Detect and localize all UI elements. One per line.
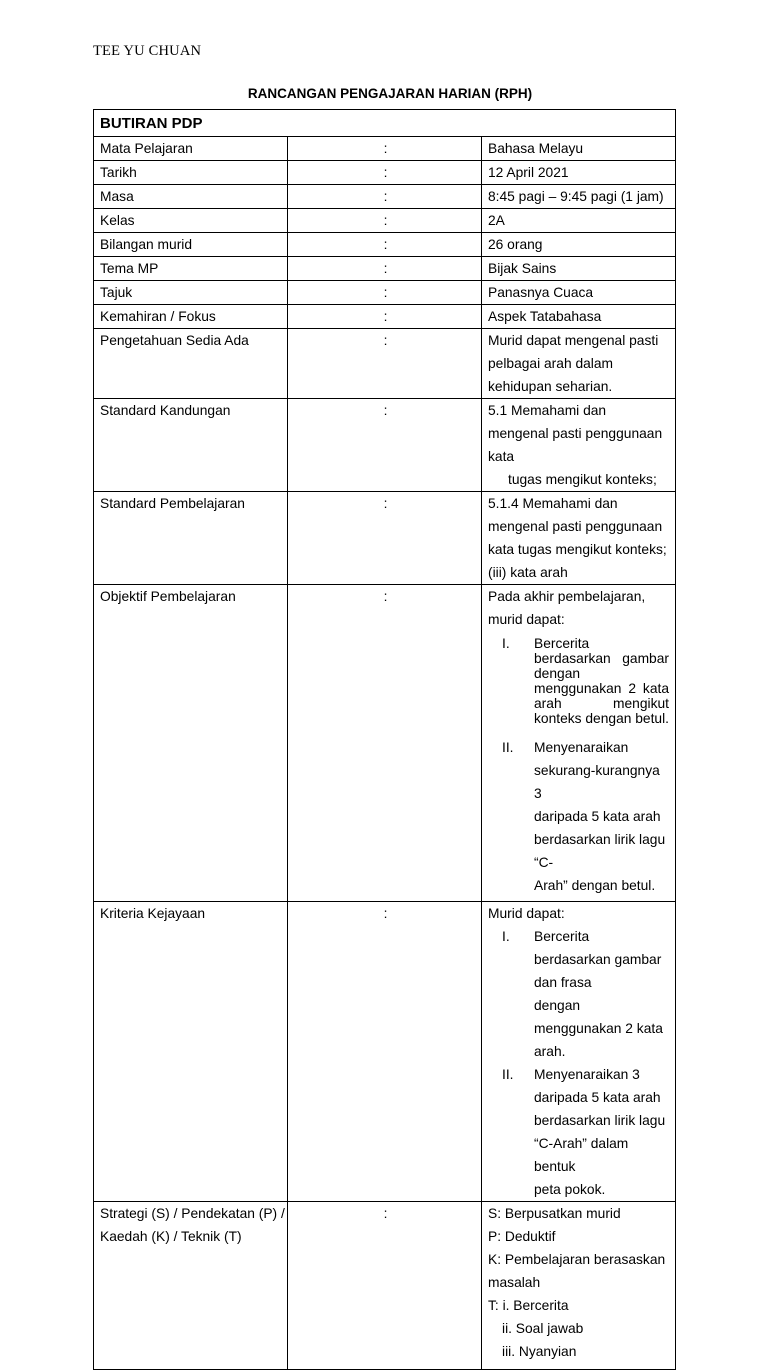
row-value: 2A: [482, 209, 676, 233]
rph-table: [93, 109, 676, 1370]
row-label: Standard Kandungan: [94, 399, 288, 492]
section-header: BUTIRAN PDP: [94, 110, 676, 137]
document-title: RANCANGAN PENGAJARAN HARIAN (RPH): [247, 86, 533, 101]
list-item: [502, 632, 669, 726]
list-text: dengan menggunakan 2 kata arah.: [534, 998, 663, 1059]
row-value: [482, 399, 676, 492]
row-label: Tema MP: [94, 257, 288, 281]
method-line: K: Pembelajaran berasaskan masalah: [488, 1252, 666, 1290]
list-text: Arah” dengan betul.: [534, 878, 656, 893]
row-value: [482, 1202, 676, 1370]
technique-line: T: i. Bercerita: [488, 1298, 569, 1313]
list-intro: Murid dapat:: [488, 906, 565, 921]
table-row: [94, 281, 676, 305]
table-row: [94, 233, 676, 257]
value-line: 5.1 Memahami dan mengenal pasti penggunaan kata: [488, 403, 663, 464]
label-line: Strategi (S) / Pendekatan (P) /: [100, 1206, 285, 1221]
list-text: daripada 5 kata arah berdasarkan lirik lagu “C-: [534, 809, 666, 870]
row-value: 12 April 2021: [482, 161, 676, 185]
colon: :: [288, 161, 482, 185]
row-label: Bilangan murid: [94, 233, 288, 257]
table-row: [94, 902, 676, 1202]
row-label: Kriteria Kejayaan: [94, 902, 288, 1202]
row-label: Kemahiran / Fokus: [94, 305, 288, 329]
value-line: tugas mengikut konteks;: [508, 472, 657, 487]
row-value: Bahasa Melayu: [482, 137, 676, 161]
colon: :: [288, 329, 482, 399]
list-number: II.: [502, 740, 514, 755]
table-row: [94, 1202, 676, 1370]
row-value: [482, 902, 676, 1202]
colon: :: [288, 233, 482, 257]
row-label: Pengetahuan Sedia Ada: [94, 329, 288, 399]
list-item: [502, 925, 669, 1063]
row-label: Tarikh: [94, 161, 288, 185]
author-name: TEE YU CHUAN: [93, 43, 202, 59]
colon: :: [288, 209, 482, 233]
list-text: berdasarkan lirik lagu “C-Arah” dalam bentuk: [534, 1113, 666, 1174]
list-text: Menyenaraikan 3 daripada 5 kata arah: [534, 1067, 661, 1105]
list-number: I.: [502, 929, 510, 944]
colon: :: [288, 585, 482, 902]
row-value: [482, 585, 676, 902]
row-label: Standard Pembelajaran: [94, 492, 288, 585]
row-label: [94, 1202, 288, 1370]
row-label: Objektif Pembelajaran: [94, 585, 288, 902]
row-label: Mata Pelajaran: [94, 137, 288, 161]
table-row: [94, 399, 676, 492]
row-label: Tajuk: [94, 281, 288, 305]
table-row: [94, 185, 676, 209]
value-line: kata tugas mengikut konteks;: [488, 542, 667, 557]
table-row: [94, 137, 676, 161]
list-text: peta pokok.: [534, 1182, 606, 1197]
row-label: Kelas: [94, 209, 288, 233]
list-item: [502, 736, 669, 897]
colon: :: [288, 399, 482, 492]
row-value: 8:45 pagi – 9:45 pagi (1 jam): [482, 185, 676, 209]
row-value: [482, 492, 676, 585]
value-line: 5.1.4 Memahami dan mengenal pasti penggunaan: [488, 496, 663, 534]
strategy-line: S: Berpusatkan murid: [488, 1206, 621, 1221]
list-text: Bercerita berdasarkan gambar dan frasa: [534, 929, 662, 990]
table-row: [94, 209, 676, 233]
row-label: Masa: [94, 185, 288, 209]
colon: :: [288, 185, 482, 209]
technique-line: ii. Soal jawab: [502, 1321, 584, 1336]
colon: :: [288, 1202, 482, 1370]
section-header-row: [94, 110, 676, 137]
list-number: II.: [502, 1067, 514, 1082]
colon: :: [288, 137, 482, 161]
table-row: [94, 305, 676, 329]
value-line: Murid dapat mengenal pasti pelbagai arah dalam: [488, 333, 659, 371]
technique-line: iii. Nyanyian: [502, 1344, 577, 1359]
approach-line: P: Deduktif: [488, 1229, 556, 1244]
table-row: [94, 161, 676, 185]
table-row: [94, 492, 676, 585]
list-item: [502, 1063, 669, 1201]
colon: :: [288, 281, 482, 305]
colon: :: [288, 902, 482, 1202]
list-text: Bercerita berdasarkan gambar dengan menggunakan 2 kata arah mengikut konteks dengan betul.: [534, 636, 670, 726]
row-value: [482, 329, 676, 399]
table-row: [94, 329, 676, 399]
list-number: I.: [502, 636, 510, 651]
row-value: 26 orang: [482, 233, 676, 257]
list-intro: Pada akhir pembelajaran, murid dapat:: [488, 589, 646, 627]
colon: :: [288, 257, 482, 281]
label-line: Kaedah (K) / Teknik (T): [100, 1229, 242, 1244]
value-line: kehidupan seharian.: [488, 379, 613, 394]
list-text: Menyenaraikan sekurang-kurangnya 3: [534, 740, 660, 801]
row-value: Aspek Tatabahasa: [482, 305, 676, 329]
row-value: Panasnya Cuaca: [482, 281, 676, 305]
colon: :: [288, 492, 482, 585]
table-row: [94, 585, 676, 902]
colon: :: [288, 305, 482, 329]
row-value: Bijak Sains: [482, 257, 676, 281]
table-row: [94, 257, 676, 281]
value-line: (iii) kata arah: [488, 565, 568, 580]
